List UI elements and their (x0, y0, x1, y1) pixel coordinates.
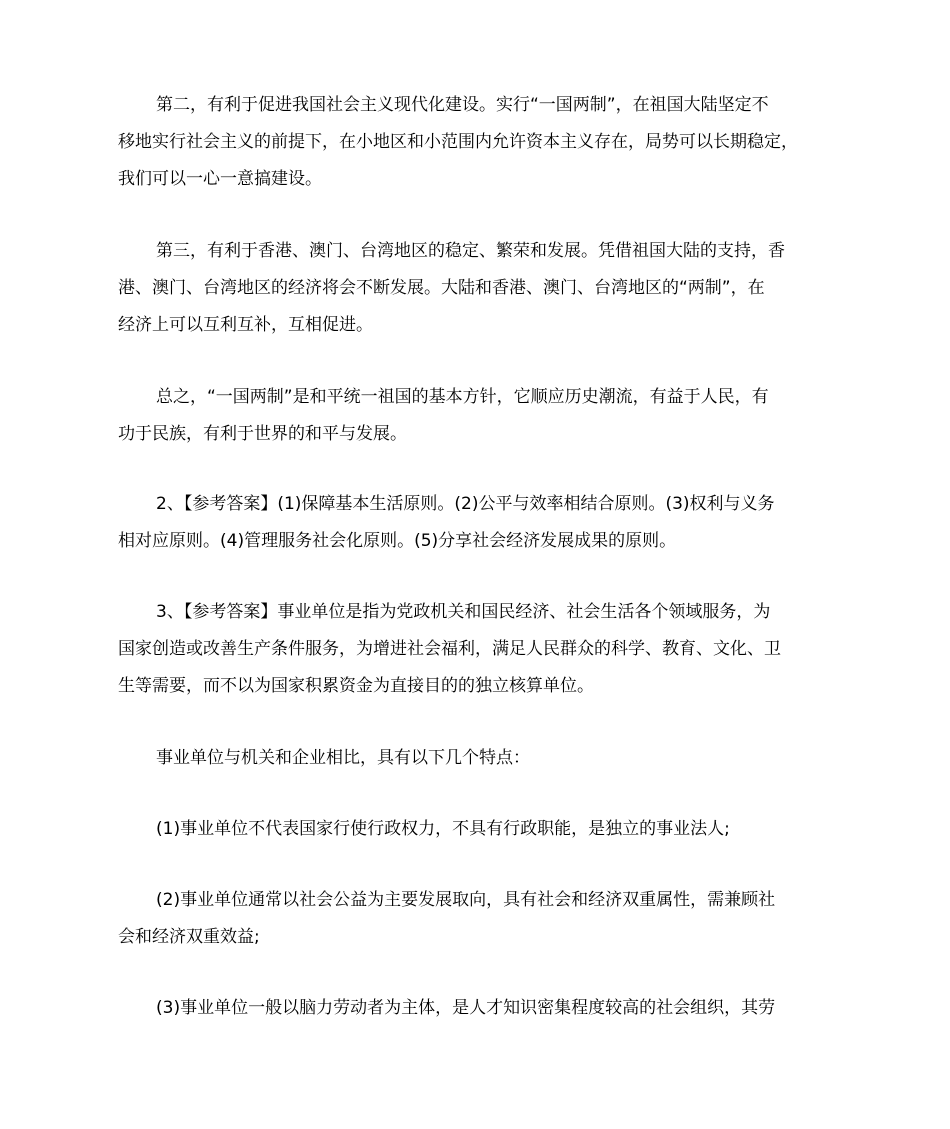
paragraph-feature-3 (118, 990, 838, 1027)
text-line: 2、【参考答案】(1)保障基本生活原则。(2)公平与效率相结合原则。(3)权利与义务 (156, 494, 775, 514)
text-line: 功于民族，有利于世界的和平与发展。 (118, 424, 407, 444)
text-line: 国家创造或改善生产条件服务，为增进社会福利，满足人民群众的科学、教育、文化、卫 (118, 639, 781, 659)
text-line: 经济上可以互利互补，互相促进。 (118, 315, 373, 335)
text-line: 第二，有利于促进我国社会主义现代化建设。实行“一国两制”，在祖国大陆坚定不 (156, 95, 769, 115)
paragraph-answer-2 (118, 486, 838, 560)
paragraph-second-benefit (118, 87, 838, 198)
paragraph-summary (118, 379, 838, 453)
paragraph-answer-3 (118, 594, 838, 705)
text-line: 会和经济双重效益; (118, 927, 260, 947)
paragraph-feature-2 (118, 882, 838, 956)
text-line: 生等需要，而不以为国家积累资金为直接目的的独立核算单位。 (118, 676, 594, 696)
text-line: 移地实行社会主义的前提下，在小地区和小范围内允许资本主义存在，局势可以长期稳定， (118, 132, 798, 152)
text-line: 第三，有利于香港、澳门、台湾地区的稳定、繁荣和发展。凭借祖国大陆的支持，香 (156, 241, 785, 261)
paragraph-third-benefit (118, 233, 838, 344)
text-line: (1)事业单位不代表国家行使行政权力，不具有行政职能，是独立的事业法人; (156, 819, 730, 839)
text-line: 事业单位与机关和企业相比，具有以下几个特点： (156, 748, 530, 768)
text-line: 总之，“一国两制”是和平统一祖国的基本方针，它顺应历史潮流，有益于人民，有 (156, 387, 769, 407)
text-line: 3、【参考答案】事业单位是指为党政机关和国民经济、社会生活各个领域服务，为 (156, 602, 771, 622)
text-line: 我们可以一心一意搞建设。 (118, 169, 322, 189)
text-line: 港、澳门、台湾地区的经济将会不断发展。大陆和香港、澳门、台湾地区的“两制”，在 (118, 278, 765, 298)
text-line: (3)事业单位一般以脑力劳动者为主体，是人才知识密集程度较高的社会组织，其劳 (156, 998, 776, 1018)
text-line: (2)事业单位通常以社会公益为主要发展取向，具有社会和经济双重属性，需兼顾社 (156, 890, 776, 910)
paragraph-features-intro (118, 740, 838, 777)
paragraph-feature-1 (118, 811, 838, 848)
text-line: 相对应原则。(4)管理服务社会化原则。(5)分享社会经济发展成果的原则。 (118, 531, 677, 551)
